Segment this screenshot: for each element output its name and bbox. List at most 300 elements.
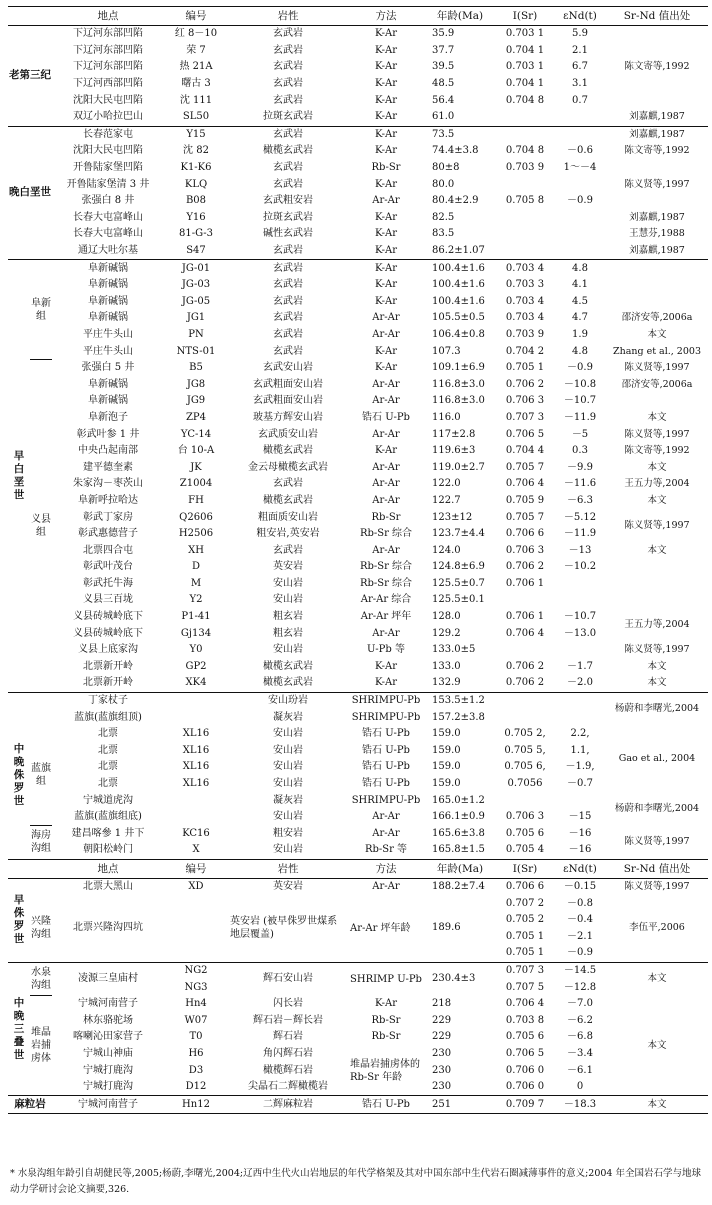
sample-no-cell: KC16 <box>182 827 210 839</box>
sample-no-cell: H6 <box>188 1047 204 1059</box>
table-row <box>8 675 708 692</box>
isr-cell: 0.705 2 <box>505 914 545 926</box>
sample-no-cell: YC-14 <box>180 428 212 440</box>
sample-no-cell: FH <box>188 494 204 506</box>
end-cell: －10.2 <box>563 561 597 573</box>
header-sample-no: 编号 <box>164 859 228 878</box>
method-cell: K-Ar <box>374 295 398 307</box>
sample-no-cell: JK <box>190 461 202 473</box>
method-cell: Ar-Ar <box>372 811 400 823</box>
method-cell: K-Ar <box>348 26 424 43</box>
table-row <box>8 996 708 1013</box>
rock-cell: 橄榄玄武岩 <box>263 145 313 157</box>
age-cell: 133.0±5 <box>432 644 476 656</box>
isr-cell: 0.704 8 <box>505 145 545 157</box>
method-cell: SHRIMPU-Pb <box>351 711 421 723</box>
granulite-cell: 二辉麻粒岩 <box>228 1096 348 1114</box>
table-row <box>8 759 708 776</box>
end-cell: 4.7 <box>572 312 588 324</box>
sample-no-cell: T0 <box>189 1031 203 1043</box>
isr-cell: 0.705 1 <box>505 947 545 959</box>
sample-no-cell: Y15 <box>164 126 228 143</box>
method-cell: 锆石 U-Pb <box>362 761 410 773</box>
table-row <box>8 393 708 410</box>
end-cell: 1～－4 <box>563 162 597 174</box>
method-cell: K-Ar <box>374 94 398 106</box>
age-cell: 39.5 <box>432 61 455 73</box>
age-cell: 123.7±4.4 <box>432 528 485 540</box>
sample-no-cell: SL50 <box>182 111 210 123</box>
header-group <box>8 7 52 26</box>
age-cell: 230 <box>432 1064 452 1076</box>
beipiao-no: XD <box>164 878 228 895</box>
end-cell: 0.7 <box>572 94 588 106</box>
isr-cell: 0.707 2 <box>505 897 545 909</box>
method-cell: Ar-Ar <box>372 461 400 473</box>
rock-cell: 玄武岩 <box>228 260 348 277</box>
source-cell: 陈义贤等,1997 <box>624 178 690 190</box>
sample-no-cell: NG3 <box>184 981 208 993</box>
isr-cell: 0.703 4 <box>496 260 554 277</box>
sample-no-cell: 台 10-A <box>177 445 215 457</box>
location-cell: 蓝旗(蓝旗组顶) <box>74 711 142 723</box>
method-cell: K-Ar <box>374 44 398 56</box>
sample-no-cell <box>164 895 228 962</box>
era-label: 麻粒岩 <box>8 1096 52 1114</box>
isr-cell <box>496 126 554 143</box>
end-cell: －10.7 <box>563 395 597 407</box>
location-cell: 沈阳大民屯凹陷 <box>73 145 143 157</box>
location-cell: 双辽小哈拉巴山 <box>73 111 143 123</box>
header-rock: 岩性 <box>228 7 348 26</box>
age-cell: 61.0 <box>432 111 455 123</box>
method-cell: 堆晶岩捕虏体的 Rb-Sr 年龄 <box>350 1058 420 1083</box>
end-cell: －12.8 <box>563 981 597 993</box>
sub-group-blank <box>30 692 52 726</box>
source-cell: 本文 <box>647 544 667 556</box>
rock-cell: 橄榄玄武岩 <box>263 660 313 672</box>
sample-no-cell: XL16 <box>182 761 210 773</box>
end-cell: 4.5 <box>572 295 588 307</box>
age-cell: 229 <box>432 1014 452 1026</box>
method-cell: K-Ar <box>374 78 398 90</box>
method-cell: SHRIMP U-Pb <box>348 962 424 996</box>
end-cell: －0.4 <box>567 914 593 926</box>
isr-cell: 0.7056 <box>507 778 543 790</box>
sample-no-cell <box>164 809 228 826</box>
sample-no-cell <box>164 709 228 726</box>
table-row <box>8 443 708 460</box>
sample-no-cell <box>164 692 228 709</box>
location-cell: 阜新呼拉哈达 <box>78 494 138 506</box>
header-method: 方法 <box>348 859 424 878</box>
rock-cell: 凝灰岩 <box>273 794 303 806</box>
end-cell: －13 <box>568 544 592 556</box>
method-cell: Ar-Ar <box>372 827 400 839</box>
method-cell: SHRIMPU-Pb <box>348 692 424 709</box>
age-cell: 125.5±0.7 <box>432 577 485 589</box>
isr-cell: 0.706 4 <box>505 627 545 639</box>
source-cell <box>606 260 708 310</box>
location-cell: 长春大屯富峰山 <box>73 228 143 240</box>
table-row <box>8 1029 708 1046</box>
end-cell: －0.9 <box>567 362 593 374</box>
isr-cell: 0.706 1 <box>505 611 545 623</box>
location-cell: 义县三百垅 <box>83 594 133 606</box>
rock-cell: 辉石岩 <box>273 1031 303 1043</box>
table-row <box>8 294 708 311</box>
location-cell: 朝阳松岭门 <box>83 844 133 856</box>
sample-no-cell: PN <box>188 328 204 340</box>
isr-cell: 0.706 5 <box>505 1047 545 1059</box>
location-cell: 阜新碱锅 <box>52 260 164 277</box>
method-cell: Rb-Sr <box>371 162 401 174</box>
location-cell: 沈阳大民屯凹陷 <box>73 94 143 106</box>
isr-cell: 0.705 6 <box>505 1031 545 1043</box>
table-row <box>8 859 708 878</box>
isr-cell: 0.705 4 <box>505 844 545 856</box>
end-cell: 0 <box>576 1081 584 1093</box>
isr-cell <box>496 176 554 193</box>
method-cell: U-Pb 等 <box>367 644 405 656</box>
end-cell <box>554 226 606 243</box>
method-cell: 锆石 U-Pb <box>362 411 410 423</box>
source-cell: 王五力等,2004 <box>624 478 690 490</box>
sample-no-cell: XL16 <box>182 778 210 790</box>
rock-cell: 安山岩 <box>273 644 303 656</box>
table-row <box>8 776 708 793</box>
source-cell: 本文 <box>606 962 708 996</box>
method-cell: K-Ar <box>374 145 398 157</box>
location-cell: 彰武叶参 1 井 <box>76 428 140 440</box>
source-cell: 本文 <box>647 461 667 473</box>
table-row <box>8 526 708 543</box>
isr-cell: 0.706 3 <box>505 811 545 823</box>
isr-cell: 0.703 1 <box>505 61 545 73</box>
end-cell: 5.9 <box>554 26 606 43</box>
sample-no-cell: Y2 <box>189 594 203 606</box>
age-cell: 74.4±3.8 <box>432 145 479 157</box>
end-cell: 2.1 <box>572 44 588 56</box>
isr-cell: 0.706 0 <box>505 1064 545 1076</box>
isr-cell: 0.705 7 <box>505 461 545 473</box>
rock-cell: 英安岩 (被早侏罗世煤系地层覆盖) <box>230 916 338 941</box>
sample-no-cell: 81-G-3 <box>178 228 214 240</box>
granulite-cell: 宁城河南营子 <box>52 1096 164 1114</box>
end-cell: －1.9, <box>565 761 595 773</box>
table-row <box>8 476 708 493</box>
age-cell: 119.6±3 <box>432 445 476 457</box>
sample-no-cell: D12 <box>185 1081 207 1093</box>
isr-cell: 0.706 3 <box>505 544 545 556</box>
age-cell: 48.5 <box>432 78 455 90</box>
method-cell: Ar-Ar <box>372 627 400 639</box>
method-cell: Ar-Ar <box>372 328 400 340</box>
source-cell: 刘嘉麒,1987 <box>606 126 708 143</box>
method-cell: K-Ar <box>374 211 398 223</box>
location-cell: 阜新碱锅 <box>88 395 128 407</box>
table-row <box>8 1012 708 1029</box>
sample-no-cell: JG1 <box>186 312 206 324</box>
location-cell: 北票 <box>98 778 118 790</box>
sample-no-cell: 红 8－10 <box>164 26 228 43</box>
isr-cell: 0.705 2, <box>504 728 546 740</box>
table-row <box>8 143 708 160</box>
method-cell: Rb-Sr <box>371 1031 401 1043</box>
end-cell <box>554 792 606 809</box>
rock-cell: 尖晶石二辉橄榄岩 <box>248 1081 328 1093</box>
end-cell: －6.3 <box>567 494 593 506</box>
method-cell: Ar-Ar <box>372 478 400 490</box>
table-row <box>8 327 708 344</box>
end-cell: 4.8 <box>554 260 606 277</box>
age-cell: 129.2 <box>432 627 461 639</box>
rock-cell: 玄武岩 <box>273 312 303 324</box>
isr-cell: 0.703 4 <box>505 295 545 307</box>
age-cell: 132.9 <box>432 677 461 689</box>
rock-cell: 安山岩 <box>273 728 303 740</box>
rock-cell: 粗玄岩 <box>273 627 303 639</box>
location-cell: 阜新碱锅 <box>88 312 128 324</box>
sub-group-label: 蓝旗组 <box>31 763 51 788</box>
source-cell: 陈义贤等,1997 <box>624 644 690 656</box>
source-cell <box>606 393 708 410</box>
table-row <box>8 160 708 177</box>
isr-cell: 0.706 2 <box>505 378 545 390</box>
sample-no-cell: JG8 <box>186 378 206 390</box>
rock-cell: 粗玄岩 <box>273 611 303 623</box>
table-row <box>8 459 708 476</box>
method-cell: Rb-Sr 综合 <box>359 561 413 573</box>
isr-cell: 0.705 7 <box>505 511 545 523</box>
sample-no-cell: 曙古 3 <box>181 78 211 90</box>
granulite-cell: Hn12 <box>164 1096 228 1114</box>
end-cell: 4.1 <box>572 279 588 291</box>
rock-cell: 玄武岩 <box>273 328 303 340</box>
location-cell: 北票四合屯 <box>83 544 133 556</box>
location-cell: 宁城山神庙 <box>83 1047 133 1059</box>
end-cell: －11.9 <box>563 528 597 540</box>
table-row <box>8 609 708 626</box>
isr-cell: 0.704 1 <box>505 44 545 56</box>
age-cell: 86.2±1.07 <box>432 245 485 257</box>
rock-cell: 辉石岩－辉长岩 <box>253 1014 323 1026</box>
age-cell: 166.1±0.9 <box>432 811 485 823</box>
end-cell: －14.5 <box>554 962 606 979</box>
end-cell <box>554 210 606 227</box>
method-cell: Ar-Ar <box>372 544 400 556</box>
beipiao-age: 188.2±7.4 <box>424 878 496 895</box>
era-label: 中晚三叠世 <box>8 962 30 1096</box>
location-cell: 北票新开岭 <box>83 660 133 672</box>
method-cell: SHRIMPU-Pb <box>351 794 421 806</box>
age-cell: 105.5±0.5 <box>432 312 485 324</box>
sub-group-label: 兴隆沟组 <box>31 916 51 941</box>
rock-cell: 玄武粗安岩 <box>263 195 313 207</box>
era-label: 晚白垩世 <box>8 126 52 260</box>
sample-no-cell <box>164 792 228 809</box>
table-row <box>8 493 708 510</box>
isr-cell <box>496 642 554 659</box>
location-cell: 北票兴隆沟四坑 <box>73 922 143 934</box>
age-cell: 189.6 <box>432 922 461 934</box>
age-cell: 100.4±1.6 <box>424 260 496 277</box>
end-cell <box>554 126 606 143</box>
rock-cell: 玄武岩 <box>273 94 303 106</box>
table-row <box>8 59 708 76</box>
table-row <box>8 260 708 277</box>
end-cell: 3.1 <box>572 78 588 90</box>
sample-no-cell: Y16 <box>186 211 206 223</box>
end-cell: －7.0 <box>567 998 593 1010</box>
method-cell: K-Ar <box>348 260 424 277</box>
sample-no-cell: Hn4 <box>185 998 207 1010</box>
rock-cell: 玄武岩 <box>228 26 348 43</box>
isr-cell: 0.703 3 <box>505 279 545 291</box>
table-row <box>8 576 708 593</box>
age-cell: 123±12 <box>432 511 473 523</box>
sample-no-cell: NG2 <box>164 962 228 979</box>
end-cell: 2.2, <box>570 728 590 740</box>
sample-no-cell: XL16 <box>182 744 210 756</box>
sample-no-cell: B08 <box>185 195 207 207</box>
table-row <box>8 692 708 709</box>
method-cell: Rb-Sr 综合 <box>359 577 413 589</box>
era-label: 老第三纪 <box>8 26 52 127</box>
end-cell: －5.12 <box>563 511 597 523</box>
method-cell: K-Ar <box>374 345 398 357</box>
age-cell: 80.0 <box>432 178 455 190</box>
sample-no-cell: X <box>192 844 200 856</box>
end-cell: 0.3 <box>572 445 588 457</box>
rock-cell: 角闪辉石岩 <box>263 1047 313 1059</box>
isr-cell: 0.705 9 <box>505 494 545 506</box>
isr-cell: 0.705 8 <box>505 195 545 207</box>
end-cell: －13.0 <box>563 627 597 639</box>
source-cell: 陈文寄等,1992 <box>624 145 690 157</box>
isr-cell <box>496 109 554 126</box>
header-end: εNd(t) <box>554 859 606 878</box>
end-cell <box>554 709 606 726</box>
end-cell: －16 <box>568 827 592 839</box>
end-cell: 1.9 <box>572 328 588 340</box>
isr-cell <box>496 226 554 243</box>
location-cell: 阜新碱锅 <box>88 279 128 291</box>
isr-cell <box>496 792 554 809</box>
location-cell: 建平德奎素 <box>83 461 133 473</box>
method-cell: Ar-Ar <box>372 378 400 390</box>
sample-no-cell: W07 <box>184 1014 208 1026</box>
location-cell: 开鲁陆家堡凹陷 <box>73 162 143 174</box>
rock-cell: 玄武岩 <box>273 478 303 490</box>
rock-cell: 橄榄玄武岩 <box>263 445 313 457</box>
table-row <box>8 343 708 360</box>
sample-no-cell: D <box>191 561 201 573</box>
age-cell: 116.8±3.0 <box>432 395 485 407</box>
isr-cell: 0.703 4 <box>505 312 545 324</box>
method-cell: Ar-Ar <box>372 312 400 324</box>
table-row <box>8 310 708 327</box>
age-cell: 230.4±3 <box>424 962 496 996</box>
table-row <box>8 126 708 143</box>
isr-cell: 0.706 3 <box>505 395 545 407</box>
location-cell: 彰武托牛海 <box>83 577 133 589</box>
age-cell: 122.0 <box>432 478 461 490</box>
method-cell: 锆石 U-Pb <box>362 778 410 790</box>
header-rock: 岩性 <box>228 859 348 878</box>
method-cell: K-Ar <box>374 228 398 240</box>
table-row <box>8 709 708 726</box>
age-cell: 157.2±3.8 <box>432 711 485 723</box>
era-label: 中晚侏罗世 <box>8 692 30 859</box>
rock-cell: 闪长岩 <box>273 998 303 1010</box>
table-row <box>8 726 708 743</box>
table-row <box>8 109 708 126</box>
isr-cell: 0.704 2 <box>505 345 545 357</box>
era-label: 早白垩世 <box>8 260 30 692</box>
end-cell: －16 <box>568 844 592 856</box>
rock-cell: 安山岩 <box>273 594 303 606</box>
granulite-cell: 0.709 7 <box>496 1096 554 1114</box>
isr-cell: 0.703 9 <box>505 162 545 174</box>
location-cell: 宁城道虎沟 <box>83 794 133 806</box>
isr-cell: 0.706 4 <box>505 998 545 1010</box>
source-cell: Zhang et al., 2003 <box>612 345 701 357</box>
sub-group-blank <box>30 878 52 895</box>
isr-cell: 0.705 6, <box>504 761 546 773</box>
sample-no-cell: Z1004 <box>179 478 213 490</box>
method-cell: Ar-Ar 坪年 <box>360 611 412 623</box>
end-cell: －0.6 <box>567 145 593 157</box>
end-cell <box>554 176 606 193</box>
source-cell: 陈义贤等,1997 <box>624 428 690 440</box>
sub-group-label: 阜新组 <box>30 260 52 360</box>
table-row <box>8 542 708 559</box>
method-cell: Ar-Ar <box>372 395 400 407</box>
rock-cell: 玄武岩 <box>273 345 303 357</box>
location-cell: 通辽大吐尔基 <box>78 245 138 257</box>
end-cell: －0.9 <box>567 195 593 207</box>
location-cell: 蓝旗(蓝旗组底) <box>74 811 142 823</box>
header-age: 年龄(Ma) <box>424 859 496 878</box>
isr-cell: 0.707 5 <box>505 981 545 993</box>
location-cell: 义县砖城岭底下 <box>73 611 143 623</box>
sample-no-cell: B5 <box>189 362 203 374</box>
rock-cell: 玄武安山岩 <box>263 362 313 374</box>
table-row <box>8 277 708 294</box>
sub-group-label: 海房沟组 <box>30 826 52 860</box>
isr-cell: 0.706 4 <box>505 478 545 490</box>
sample-no-cell: H2506 <box>178 528 214 540</box>
isr-cell: 0.703 1 <box>496 26 554 43</box>
location-cell: 喀喇沁田家营子 <box>73 1031 143 1043</box>
sample-no-cell: P1-41 <box>181 611 211 623</box>
sample-no-cell: JG-05 <box>181 295 211 307</box>
table-row <box>8 962 708 979</box>
rock-cell: 碱性玄武岩 <box>263 228 313 240</box>
end-cell <box>554 576 606 593</box>
beipiao-end: －0.15 <box>554 878 606 895</box>
location-cell: 彰武丁家房 <box>83 511 133 523</box>
isr-cell: 0.706 0 <box>505 1081 545 1093</box>
source-cell: 本文 <box>647 660 667 672</box>
location-cell: 平庄牛头山 <box>83 345 133 357</box>
granulite-cell: 251 <box>424 1096 496 1114</box>
end-cell: －0.8 <box>567 897 593 909</box>
isr-cell: 0.704 8 <box>505 94 545 106</box>
header-isr: I(Sr) <box>496 7 554 26</box>
rock-cell: 玄武岩 <box>273 544 303 556</box>
